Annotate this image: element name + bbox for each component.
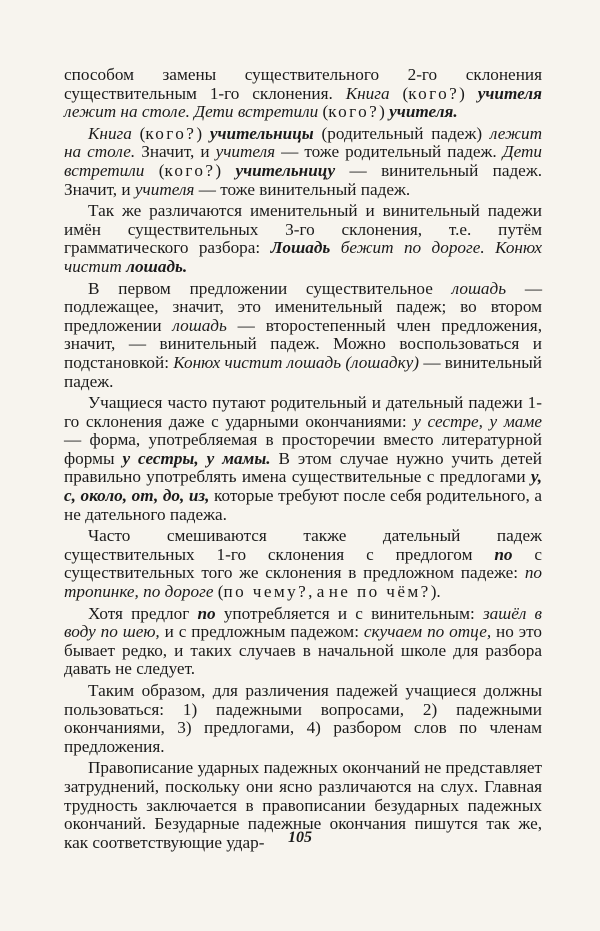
text-run: — форма, употребляемая в просторечии вместо литературной формы	[64, 430, 542, 468]
text-run: (	[389, 83, 409, 103]
paragraph-3	[64, 202, 542, 276]
text-run: (родительный падеж)	[313, 123, 490, 143]
text-run: Книга	[345, 83, 390, 103]
paragraph-8	[64, 682, 542, 756]
text-run: и с предложным падежом:	[159, 622, 364, 642]
text-run: лежит на столе.	[64, 123, 542, 162]
text-run: с существительных того же склонения в предложном падеже:	[64, 544, 542, 583]
text-run: по	[197, 603, 216, 623]
text-run: — второстепенный член предложения, значит, — винительный падеж. Можно воспользоваться и подстановкой:	[64, 315, 542, 372]
text-run: Дети встретили	[64, 142, 542, 180]
page-number: 105	[288, 829, 312, 846]
text-run: Значит, и	[135, 142, 216, 162]
text-run: учителя	[134, 179, 195, 199]
text-run: лошадь	[451, 278, 507, 298]
text-run: — тоже винительный падеж.	[194, 179, 411, 199]
text-run: В этом случае нужно учить детей правильно употреблять имена существительные с предлогами	[64, 448, 542, 487]
text-run: по чему?	[223, 582, 309, 602]
text-run: Конюх чистит лошадь (лошадку)	[173, 352, 420, 372]
text-run: Лошадь	[270, 238, 331, 258]
text-run: которые требуют после себя родительного, а не дательного падежа.	[64, 486, 542, 524]
text-run: употребляется и с винительным:	[215, 603, 483, 623]
text-run: Правописание ударных падежных окончаний не представляет затруднений, поскольку они ясно различаются на слух. Главная трудность заключается в правописании безударных падежных окончаний. Безударные падежные окончания пишутся так же, как соответствующие удар-	[64, 758, 542, 852]
text-run: Книга	[88, 123, 132, 143]
text-run: скучаем по отце,	[363, 622, 492, 642]
text-run: учителя	[477, 83, 542, 103]
paragraph-5	[64, 394, 542, 524]
paragraph-7	[64, 605, 542, 679]
text-run: лошадь.	[126, 256, 188, 276]
text-run: В первом предложении существительное	[88, 278, 452, 298]
text-run	[330, 238, 340, 257]
text-run: у сестре, у маме	[413, 411, 542, 431]
page-text	[64, 66, 542, 855]
text-run: способом замены существительного 2-го склонения существительным 1-го склонения.	[64, 65, 542, 103]
text-run: Учащиеся часто путают родительный и дательный падежи 1-го склонения даже с ударными окончаниями:	[64, 393, 542, 431]
paragraph-4	[64, 280, 542, 392]
text-run: Так же различаются именительный и винительный падежи имён существительных 3-го склонения, т.е. путём грамматического разбора:	[64, 201, 542, 258]
text-run: учителя.	[389, 102, 458, 122]
text-run: учителя	[215, 142, 276, 162]
text-run: )	[196, 123, 210, 143]
text-run: ).	[430, 582, 441, 602]
paragraph-1	[64, 66, 542, 122]
text-run: лежит на столе. Дети встретили	[64, 102, 319, 122]
text-run: по	[494, 544, 513, 564]
text-run: — подлежащее, значит, это именительный падеж; во втором предложении	[64, 278, 542, 335]
text-run: бежит по дороге. Конюх чистит	[64, 238, 543, 276]
text-run: (	[131, 123, 146, 143]
text-run: — винительный падеж. Значит, и	[64, 160, 542, 199]
text-run: )	[215, 160, 236, 180]
text-run: (	[318, 102, 329, 122]
text-run: — винительный падеж.	[64, 352, 543, 391]
text-run: — тоже родительный падеж.	[275, 142, 503, 162]
text-run: Хотя предлог	[88, 603, 198, 623]
text-run: учительницу	[235, 160, 336, 180]
text-run: кого?	[164, 160, 216, 180]
text-run: учительницы	[209, 123, 314, 143]
text-run: кого?	[145, 123, 197, 143]
text-run: , а	[308, 582, 329, 602]
text-run: (	[213, 582, 224, 602]
paragraph-2	[64, 125, 542, 199]
text-run: лошадь	[172, 315, 227, 335]
text-run: у сестры, у мамы.	[122, 448, 271, 468]
text-run: )	[459, 83, 478, 103]
paragraph-6	[64, 527, 542, 601]
text-run: Часто смешиваются также дательный падеж существительных 1-го склонения с предлогом	[64, 526, 542, 564]
text-run: по тропинке, по дороге	[64, 563, 542, 602]
text-run: (	[144, 160, 165, 180]
text-run: )	[379, 102, 390, 122]
text-run: у, с, около, от, до, из,	[64, 467, 542, 506]
text-run: но это бывает редко, и таких случаев в начальной школе для разбора давать не следует.	[64, 622, 543, 679]
text-run: не по чём?	[328, 582, 431, 602]
text-run: Таким образом, для различения падежей учащиеся должны пользоваться: 1) падежными вопросами, 2) падежными окончаниями, 3) предлогами, 4) разбором слов по членам предложения.	[64, 681, 542, 756]
text-run: кого?	[408, 83, 460, 103]
text-run: кого?	[328, 102, 380, 122]
text-run: зашёл в воду по шею,	[64, 603, 543, 642]
